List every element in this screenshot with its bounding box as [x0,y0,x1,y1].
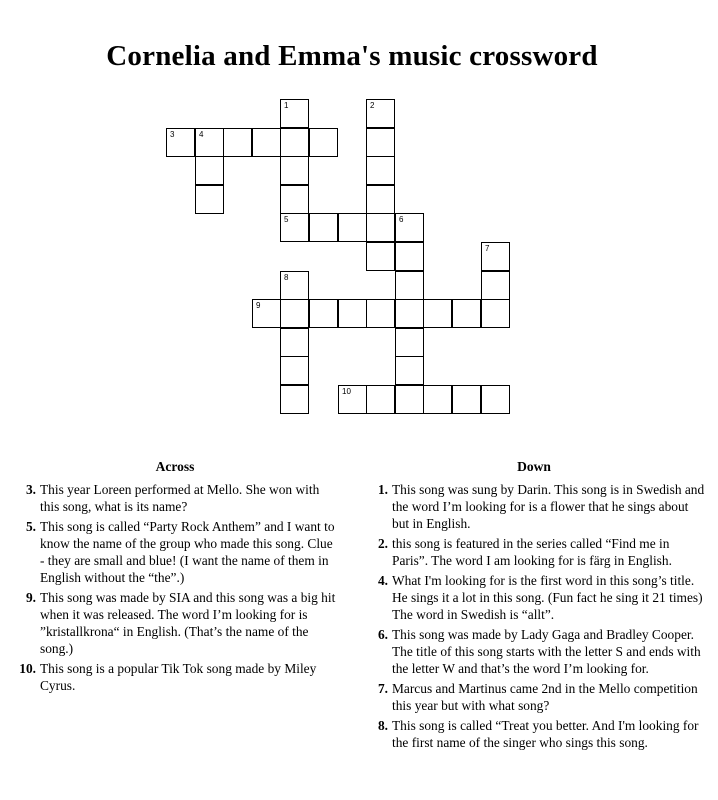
clue-text: This song was made by SIA and this song was a big hit when it was released. The word I’m looking for is ”kristallkrona“ in English. (That’s the name of the song.) [40,590,336,656]
crossword-cell[interactable] [280,156,309,185]
clue-across-5 [10,518,340,586]
clue-text: This song was sung by Darin. This song is in Swedish and the word I’m looking for is a flower that he sings about but in English. [392,482,705,531]
crossword-cell[interactable] [395,299,424,328]
crossword-cell[interactable] [338,213,367,242]
page-title: Cornelia and Emma's music crossword [106,40,598,72]
clue-text: This song is a popular Tik Tok song made by Miley Cyrus. [40,661,317,693]
clue-down-2 [362,535,706,569]
crossword-cell[interactable] [252,128,281,157]
clue-text: This song is called “Treat you better. And I'm looking for the first name of the singer who sings this song. [392,718,699,750]
crossword-cell[interactable] [280,99,309,128]
cell-number: 2 [370,101,375,110]
clue-number: 9. [25,590,36,605]
crossword-cell[interactable] [395,242,424,271]
crossword-cell[interactable] [452,385,481,414]
clue-across-10 [10,660,340,694]
crossword-cell[interactable] [280,385,309,414]
cell-number: 10 [342,387,351,396]
clue-text: Marcus and Martinus came 2nd in the Mello competition this year but with what song? [392,681,698,713]
crossword-cell[interactable] [366,385,395,414]
crossword-cell[interactable] [280,185,309,214]
down-clues [362,459,706,754]
crossword-cell[interactable] [366,99,395,128]
crossword-cell[interactable] [395,356,424,385]
crossword-cell[interactable] [481,299,510,328]
clue-across-9 [10,589,340,657]
crossword-cell[interactable] [366,242,395,271]
across-heading: Across [155,459,195,474]
clue-across-3 [10,481,340,515]
crossword-cell[interactable] [366,185,395,214]
crossword-cell[interactable] [166,128,195,157]
crossword-cell[interactable] [195,128,224,157]
crossword-cell[interactable] [338,299,367,328]
crossword-cell[interactable] [280,128,309,157]
crossword-cell[interactable] [280,271,309,300]
crossword-cell[interactable] [309,128,338,157]
clue-number: 7. [377,681,388,696]
across-clues [10,459,340,697]
crossword-cell[interactable] [280,299,309,328]
cell-number: 5 [284,215,289,224]
crossword-cell[interactable] [366,213,395,242]
crossword-cell[interactable] [395,385,424,414]
clue-number: 1. [377,482,388,497]
crossword-cell[interactable] [280,213,309,242]
crossword-cell[interactable] [309,213,338,242]
clue-text: This song was made by Lady Gaga and Bradley Cooper. The title of this song starts with the letter S and ends with the letter W and that’s the word I’m looking for. [392,627,701,676]
clue-number: 5. [25,519,36,534]
crossword-cell[interactable] [280,328,309,357]
clue-number: 3. [25,482,36,497]
crossword-cell[interactable] [309,299,338,328]
crossword-cell[interactable] [452,299,481,328]
crossword-cell[interactable] [252,299,281,328]
clue-down-6 [362,626,706,677]
crossword-cell[interactable] [195,156,224,185]
crossword-cell[interactable] [223,128,252,157]
crossword-cell[interactable] [395,213,424,242]
cell-number: 3 [170,130,175,139]
crossword-cell[interactable] [338,385,367,414]
crossword-cell[interactable] [366,128,395,157]
crossword-cell[interactable] [481,242,510,271]
crossword-cell[interactable] [280,356,309,385]
down-heading: Down [517,459,551,474]
clue-text: This song is called “Party Rock Anthem” and I want to know the name of the group who made this song. Clue - they are small and blue! (I want the name of them in English without the “the”.) [40,519,335,585]
clue-number: 4. [377,573,388,588]
clue-number: 8. [377,718,388,733]
cell-number: 6 [399,215,404,224]
clue-text: this song is featured in the series called “Find me in Paris”. The word I am looking for is färg in English. [392,536,672,568]
clue-down-8 [362,717,706,751]
cell-number: 1 [284,101,289,110]
crossword-cell[interactable] [423,299,452,328]
clue-down-4 [362,572,706,623]
clue-number: 2. [377,536,388,551]
cell-number: 7 [485,244,490,253]
crossword-cell[interactable] [481,271,510,300]
clue-text: This year Loreen performed at Mello. She won with this song, what is its name? [40,482,320,514]
crossword-cell[interactable] [366,299,395,328]
cell-number: 8 [284,273,289,282]
clue-number: 10. [19,661,36,676]
crossword-cell[interactable] [481,385,510,414]
crossword-cell[interactable] [195,185,224,214]
clue-down-7 [362,680,706,714]
crossword-cell[interactable] [395,328,424,357]
cell-number: 4 [199,130,204,139]
clue-text: What I'm looking for is the first word in this song’s title. He sings it a lot in this song. (Fun fact he sing it 21 times) The word in Swedish is “allt”. [392,573,703,622]
crossword-cell[interactable] [423,385,452,414]
crossword-cell[interactable] [366,156,395,185]
cell-number: 9 [256,301,261,310]
clue-number: 6. [377,627,388,642]
clue-down-1 [362,481,706,532]
crossword-cell[interactable] [395,271,424,300]
